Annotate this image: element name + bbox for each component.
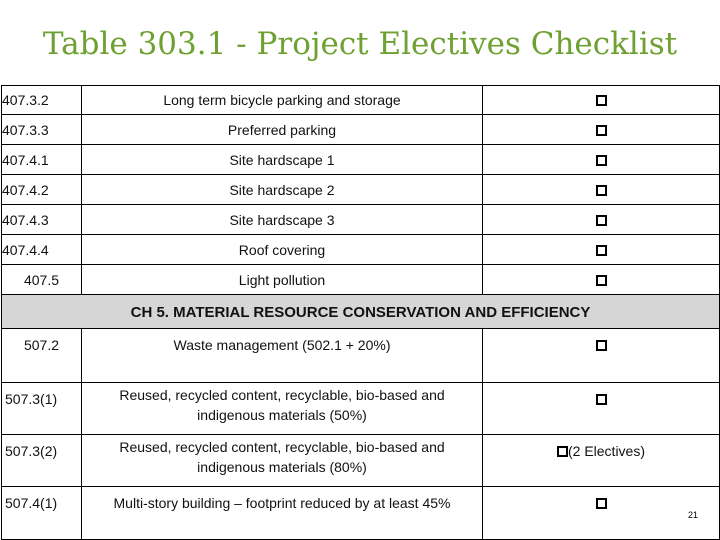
checkbox-icon[interactable] (596, 498, 607, 509)
table-row (2, 235, 720, 265)
table-row (2, 175, 720, 205)
row-description: Waste management (502.1 + 20%) (82, 329, 483, 383)
row-code: 407.4.4 (2, 235, 82, 265)
checkbox-cell (483, 265, 720, 295)
section-header-row (2, 295, 720, 329)
checkbox-icon[interactable] (596, 215, 607, 226)
row-description: Site hardscape 1 (82, 145, 483, 175)
checkbox-cell (483, 383, 720, 435)
checkbox-cell (483, 175, 720, 205)
table-row (2, 329, 720, 383)
row-code: 407.4.2 (2, 175, 82, 205)
row-code: 507.4(1) (2, 487, 82, 540)
row-description: Long term bicycle parking and storage (82, 86, 483, 115)
page-title: Table 303.1 - Project Electives Checklist (42, 26, 678, 62)
checkbox-icon[interactable] (596, 185, 607, 196)
row-description: Multi-story building – footprint reduced by at least 45% (82, 487, 483, 540)
row-description: Site hardscape 2 (82, 175, 483, 205)
electives-table (1, 85, 720, 540)
row-description: Roof covering (82, 235, 483, 265)
checkbox-icon[interactable] (596, 155, 607, 166)
table-row (2, 145, 720, 175)
table-row (2, 383, 720, 435)
description-line: Reused, recycled content, recyclable, bio-based and (119, 439, 445, 455)
description-line: indigenous materials (50%) (197, 407, 367, 423)
row-code: 407.4.1 (2, 145, 82, 175)
row-description: Preferred parking (82, 115, 483, 145)
checkbox-cell (483, 329, 720, 383)
checkbox-icon[interactable] (596, 125, 607, 136)
checkbox-cell (483, 487, 720, 540)
checkbox-cell (483, 435, 720, 487)
table-row (2, 487, 720, 540)
checkbox-cell (483, 86, 720, 115)
checkbox-icon[interactable] (596, 340, 607, 351)
table-row (2, 435, 720, 487)
checkbox-cell (483, 235, 720, 265)
row-description: Site hardscape 3 (82, 205, 483, 235)
checkbox-icon[interactable] (557, 446, 568, 457)
table-row (2, 115, 720, 145)
row-code: 407.3.3 (2, 115, 82, 145)
row-code: 507.3(2) (2, 435, 82, 487)
checkbox-icon[interactable] (596, 394, 607, 405)
table-row (2, 265, 720, 295)
row-code: 407.4.3 (2, 205, 82, 235)
row-description (82, 383, 483, 435)
checkbox-cell (483, 115, 720, 145)
description-line: indigenous materials (80%) (197, 459, 367, 475)
checkbox-icon[interactable] (596, 245, 607, 256)
row-code: 507.2 (2, 329, 82, 383)
section-header: CH 5. MATERIAL RESOURCE CONSERVATION AND EFFICIENCY (2, 295, 720, 329)
row-code: 407.5 (2, 265, 82, 295)
description-line: Reused, recycled content, recyclable, bio-based and (119, 387, 445, 403)
checkbox-cell (483, 145, 720, 175)
row-code: 407.3.2 (2, 86, 82, 115)
checkbox-icon[interactable] (596, 95, 607, 106)
row-code: 507.3(1) (2, 383, 82, 435)
page-number: 21 (687, 510, 698, 520)
table-row (2, 205, 720, 235)
row-description: Light pollution (82, 265, 483, 295)
table-row (2, 86, 720, 115)
checkbox-icon[interactable] (596, 275, 607, 286)
checkbox-cell (483, 205, 720, 235)
row-description (82, 435, 483, 487)
electives-note: (2 Electives) (567, 443, 646, 459)
